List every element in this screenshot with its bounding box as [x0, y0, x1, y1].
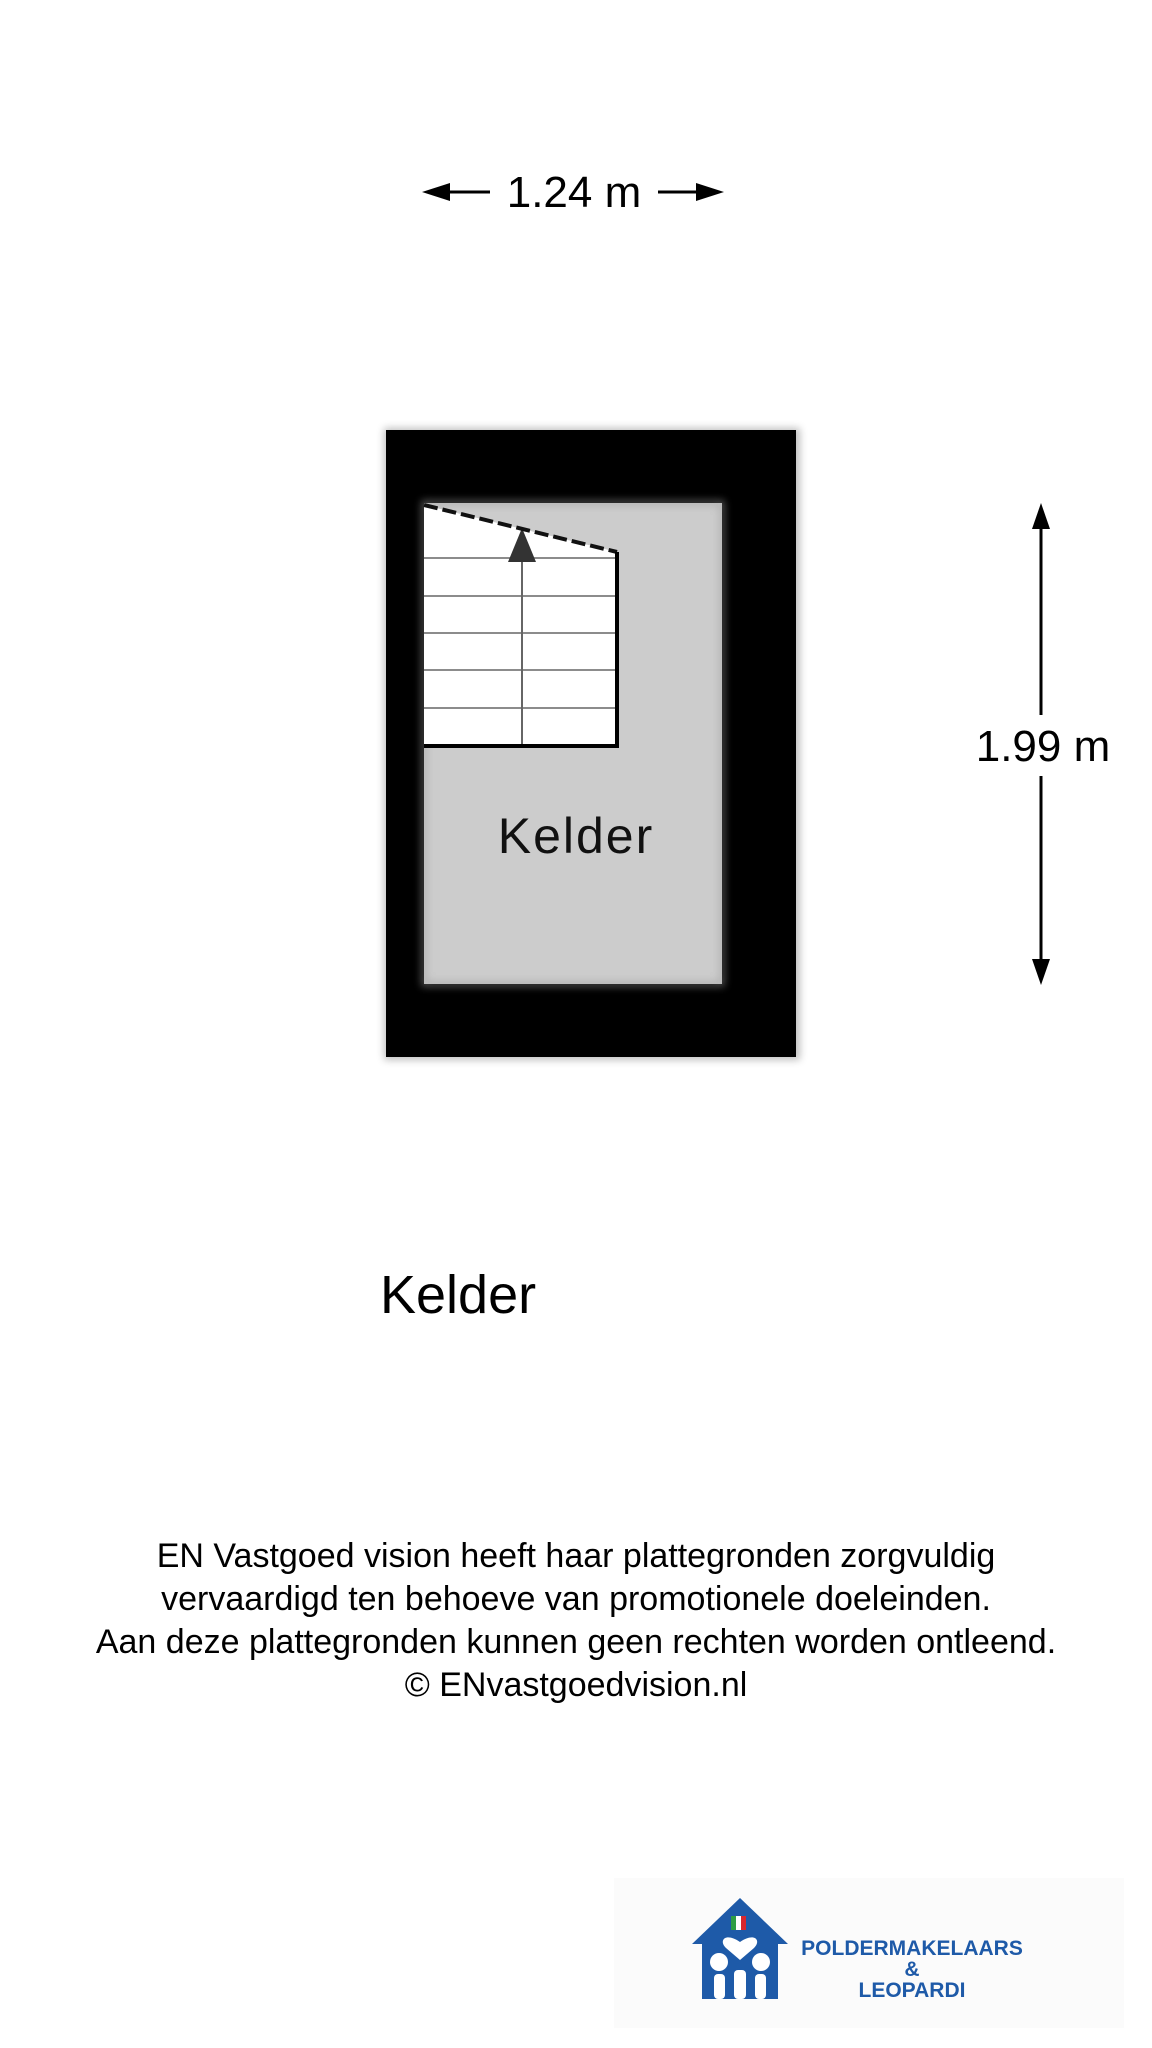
height-dimension — [976, 503, 1111, 985]
width-dimension — [422, 168, 724, 217]
logo-line: POLDERMAKELAARS — [801, 1937, 1023, 1960]
disclaimer-line: vervaardigd ten behoeve van promotionele doeleinden. — [161, 1580, 991, 1618]
height-arrow-down-icon — [1032, 959, 1050, 985]
logo-line: & — [904, 1958, 920, 1981]
height-arrow-up-icon — [1032, 503, 1050, 529]
room-label: Kelder — [497, 808, 655, 864]
height-dimension-label: 1.99 m — [975, 722, 1111, 771]
logo-line: LEOPARDI — [858, 1979, 966, 2002]
width-dimension-label: 1.24 m — [506, 168, 642, 217]
copyright-line: © ENvastgoedvision.nl — [404, 1666, 748, 1704]
width-arrow-left-icon — [422, 183, 450, 201]
width-arrow-right-icon — [696, 183, 724, 201]
disclaimer — [0, 1535, 1152, 1707]
house-logo-icon — [690, 1896, 790, 2001]
logo-text — [786, 1938, 1038, 2001]
disclaimer-line: Aan deze plattegronden kunnen geen rechten worden ontleend. — [95, 1623, 1057, 1661]
floor-title: Kelder — [380, 1265, 537, 1325]
disclaimer-line: EN Vastgoed vision heeft haar plattegronden zorgvuldig — [156, 1537, 996, 1575]
company-logo — [614, 1878, 1124, 2028]
